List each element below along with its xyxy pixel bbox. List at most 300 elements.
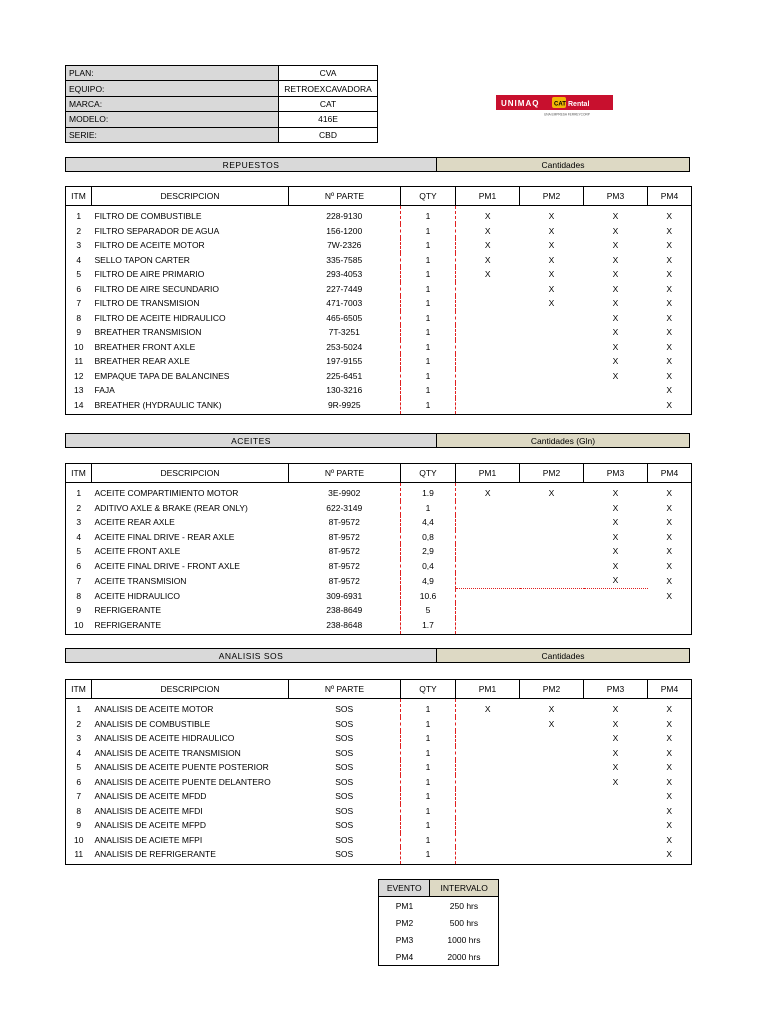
info-label: EQUIPO: bbox=[66, 81, 279, 96]
column-header-parte: Nº PARTE bbox=[289, 187, 401, 206]
event-interval: 1000 hrs bbox=[447, 934, 481, 945]
cell-pm1 bbox=[456, 847, 520, 864]
cell-pm3: X bbox=[612, 560, 619, 571]
cell-pm1 bbox=[456, 354, 520, 369]
cell-pm1: X bbox=[484, 225, 491, 236]
cell-pm2 bbox=[520, 501, 584, 516]
cell-itm: 4 bbox=[76, 747, 82, 758]
cell-itm: 8 bbox=[76, 312, 82, 323]
table-row bbox=[66, 501, 692, 516]
section-qty-title: Cantidades bbox=[436, 157, 690, 172]
event-interval: 500 hrs bbox=[449, 917, 479, 928]
cell-desc: ANALISIS DE ACEITE PUENTE POSTERIOR bbox=[94, 762, 269, 773]
cell-desc: FILTRO DE ACEITE HIDRAULICO bbox=[94, 312, 226, 323]
cell-desc: ACEITE FINAL DRIVE - FRONT AXLE bbox=[94, 560, 240, 571]
cell-pm2 bbox=[520, 325, 584, 340]
column-header-pm1: PM1 bbox=[456, 680, 520, 699]
cell-pm1 bbox=[456, 501, 520, 516]
cell-pm2 bbox=[520, 847, 584, 864]
cell-pm2: X bbox=[548, 269, 555, 280]
cell-pm1 bbox=[456, 340, 520, 355]
cell-desc: FILTRO DE COMBUSTIBLE bbox=[94, 211, 202, 222]
cell-pm4: X bbox=[666, 283, 673, 294]
table-row bbox=[66, 775, 692, 790]
table-row bbox=[66, 731, 692, 746]
cell-itm: 1 bbox=[76, 704, 82, 715]
column-header-itm: ITM bbox=[66, 680, 92, 699]
cell-pm4: X bbox=[666, 356, 673, 367]
cell-pm2: X bbox=[548, 718, 555, 729]
cell-pm3: X bbox=[612, 704, 619, 715]
cell-itm: 13 bbox=[74, 385, 84, 396]
cell-pm2 bbox=[520, 760, 584, 775]
cell-pm2 bbox=[520, 340, 584, 355]
cell-qty: 4,4 bbox=[401, 515, 456, 530]
cell-desc: EMPAQUE TAPA DE BALANCINES bbox=[94, 370, 230, 381]
cell-parte: SOS bbox=[335, 704, 354, 715]
cell-pm3: X bbox=[612, 341, 619, 352]
info-row bbox=[66, 127, 378, 142]
section-header-aceites bbox=[65, 433, 690, 448]
event-interval: 250 hrs bbox=[449, 900, 479, 911]
cell-itm: 4 bbox=[76, 531, 82, 542]
cell-qty: 4,9 bbox=[401, 573, 456, 588]
cell-pm3: X bbox=[612, 531, 619, 542]
cell-pm2 bbox=[520, 746, 584, 761]
cell-pm2 bbox=[520, 515, 584, 530]
cell-parte: 238-8649 bbox=[326, 605, 363, 616]
cell-itm: 5 bbox=[76, 762, 82, 773]
event-name: PM3 bbox=[395, 934, 414, 945]
intervalo-header: INTERVALO bbox=[430, 880, 499, 897]
info-label: MODELO: bbox=[66, 112, 279, 127]
cell-pm3: X bbox=[612, 718, 619, 729]
table-row bbox=[66, 267, 692, 282]
cell-itm: 10 bbox=[74, 341, 84, 352]
column-header-parte: Nº PARTE bbox=[289, 464, 401, 483]
section-title: REPUESTOS bbox=[65, 157, 436, 172]
cell-pm4: X bbox=[666, 399, 673, 410]
cell-desc: REFRIGERANTE bbox=[94, 605, 162, 616]
cell-qty: 1 bbox=[401, 354, 456, 369]
table-row bbox=[66, 833, 692, 848]
cell-parte: 8T-9572 bbox=[328, 546, 360, 557]
cell-pm2 bbox=[520, 804, 584, 819]
table-row bbox=[66, 746, 692, 761]
cell-pm3: X bbox=[612, 546, 619, 557]
cell-desc: BREATHER TRANSMISION bbox=[94, 327, 202, 338]
cell-pm1 bbox=[456, 588, 520, 603]
cell-pm4: X bbox=[666, 762, 673, 773]
event-name: PM1 bbox=[395, 900, 414, 911]
cell-desc: SELLO TAPON CARTER bbox=[94, 254, 190, 265]
table-row bbox=[66, 588, 692, 603]
table-row bbox=[66, 717, 692, 732]
cell-pm1 bbox=[456, 559, 520, 574]
cell-pm2 bbox=[520, 588, 584, 603]
cell-pm4: X bbox=[666, 240, 673, 251]
cell-pm3 bbox=[584, 818, 648, 833]
cell-parte: SOS bbox=[335, 834, 354, 845]
cell-itm: 2 bbox=[76, 718, 82, 729]
cell-parte: 228-9130 bbox=[326, 211, 363, 222]
cell-pm4: X bbox=[666, 225, 673, 236]
cell-desc: BREATHER (HYDRAULIC TANK) bbox=[94, 399, 222, 410]
cell-qty: 5 bbox=[401, 603, 456, 618]
cell-pm2 bbox=[520, 369, 584, 384]
cell-parte: 622-3149 bbox=[326, 502, 363, 513]
info-value: RETROEXCAVADORA bbox=[279, 81, 378, 96]
event-row bbox=[379, 897, 499, 915]
table-row bbox=[66, 296, 692, 311]
table-row bbox=[66, 573, 692, 588]
cell-itm: 14 bbox=[74, 399, 84, 410]
table-row bbox=[66, 559, 692, 574]
cell-pm3 bbox=[584, 588, 648, 603]
column-header-pm2: PM2 bbox=[520, 187, 584, 206]
column-header-pm1: PM1 bbox=[456, 187, 520, 206]
cell-pm4: X bbox=[666, 269, 673, 280]
cell-itm: 3 bbox=[76, 517, 82, 528]
cell-parte: 197-9155 bbox=[326, 356, 363, 367]
cell-itm: 4 bbox=[76, 254, 82, 265]
cell-pm1 bbox=[456, 731, 520, 746]
cell-pm1 bbox=[456, 325, 520, 340]
cell-pm1 bbox=[456, 311, 520, 326]
cell-desc: ACEITE HIDRAULICO bbox=[94, 590, 180, 601]
cell-qty: 1 bbox=[401, 296, 456, 311]
cell-desc: FILTRO DE TRANSMISION bbox=[94, 298, 200, 309]
cell-pm1 bbox=[456, 717, 520, 732]
cell-desc: ANALISIS DE ACEITE MFDD bbox=[94, 791, 207, 802]
cell-pm3 bbox=[584, 383, 648, 398]
table-row bbox=[66, 818, 692, 833]
cell-desc: FILTRO SEPARADOR DE AGUA bbox=[94, 225, 220, 236]
cell-pm4 bbox=[648, 618, 692, 635]
cell-pm3: X bbox=[612, 312, 619, 323]
cell-pm2: X bbox=[548, 704, 555, 715]
cell-pm3 bbox=[584, 398, 648, 415]
cell-qty: 1.9 bbox=[401, 483, 456, 501]
cell-pm4: X bbox=[666, 546, 673, 557]
equipment-info-table bbox=[65, 65, 378, 143]
cell-pm4: X bbox=[666, 849, 673, 860]
cell-qty: 1 bbox=[401, 267, 456, 282]
cell-pm4: X bbox=[666, 718, 673, 729]
info-value: 416E bbox=[279, 112, 378, 127]
column-header-pm3: PM3 bbox=[584, 187, 648, 206]
column-header-parte: Nº PARTE bbox=[289, 680, 401, 699]
cell-pm1 bbox=[456, 530, 520, 545]
cell-pm3 bbox=[584, 847, 648, 864]
cell-desc: ANALISIS DE REFRIGERANTE bbox=[94, 849, 216, 860]
cell-itm: 12 bbox=[74, 370, 84, 381]
cell-desc: ANALISIS DE COMBUSTIBLE bbox=[94, 718, 211, 729]
section-title: ANALISIS SOS bbox=[65, 648, 436, 663]
cell-itm: 7 bbox=[76, 791, 82, 802]
cell-pm1: X bbox=[484, 488, 491, 499]
cell-itm: 10 bbox=[74, 834, 84, 845]
cell-itm: 9 bbox=[76, 327, 82, 338]
cell-pm1 bbox=[456, 544, 520, 559]
table-row bbox=[66, 282, 692, 297]
column-header-pm4: PM4 bbox=[648, 464, 692, 483]
cell-pm2: X bbox=[548, 298, 555, 309]
cell-pm1 bbox=[456, 383, 520, 398]
cell-pm4: X bbox=[666, 590, 673, 601]
cell-pm4: X bbox=[666, 820, 673, 831]
cell-itm: 11 bbox=[74, 849, 84, 860]
cell-qty: 10.6 bbox=[401, 588, 456, 603]
cell-pm3 bbox=[584, 789, 648, 804]
cell-pm4: X bbox=[666, 805, 673, 816]
cell-pm3: X bbox=[612, 240, 619, 251]
cell-qty: 1.7 bbox=[401, 618, 456, 635]
cell-itm: 6 bbox=[76, 283, 82, 294]
cell-pm2 bbox=[520, 559, 584, 574]
cell-qty: 1 bbox=[401, 731, 456, 746]
cell-pm2: X bbox=[548, 488, 555, 499]
parts-table bbox=[65, 679, 692, 865]
cell-pm2 bbox=[520, 618, 584, 635]
cell-pm1 bbox=[456, 603, 520, 618]
cell-pm4: X bbox=[666, 298, 673, 309]
cell-pm1 bbox=[456, 789, 520, 804]
cell-pm3: X bbox=[612, 211, 619, 222]
table-row bbox=[66, 369, 692, 384]
cell-parte: 335-7585 bbox=[326, 254, 363, 265]
cell-itm: 2 bbox=[76, 225, 82, 236]
cell-itm: 2 bbox=[76, 502, 82, 513]
cell-pm1 bbox=[456, 804, 520, 819]
cell-itm: 9 bbox=[76, 605, 82, 616]
cell-qty: 1 bbox=[401, 699, 456, 717]
cell-qty: 1 bbox=[401, 775, 456, 790]
cell-pm3: X bbox=[612, 762, 619, 773]
cell-qty: 1 bbox=[401, 325, 456, 340]
cell-pm3 bbox=[584, 833, 648, 848]
cell-pm3: X bbox=[612, 269, 619, 280]
cell-pm2 bbox=[520, 603, 584, 618]
logo-badge-text: CAT bbox=[554, 101, 566, 108]
cell-pm4: X bbox=[666, 211, 673, 222]
section-header-repuestos bbox=[65, 157, 690, 172]
cell-qty: 1 bbox=[401, 253, 456, 268]
cell-parte: 3E-9902 bbox=[328, 488, 361, 499]
cell-pm1 bbox=[456, 369, 520, 384]
cell-parte: SOS bbox=[335, 718, 354, 729]
cell-parte: 8T-9572 bbox=[328, 531, 360, 542]
table-row bbox=[66, 760, 692, 775]
cell-parte: 8T-9572 bbox=[328, 517, 360, 528]
cell-pm4: X bbox=[666, 733, 673, 744]
cell-pm1: X bbox=[484, 704, 491, 715]
cell-qty: 0,4 bbox=[401, 559, 456, 574]
table-row bbox=[66, 238, 692, 253]
cell-pm1 bbox=[456, 760, 520, 775]
cell-pm3: X bbox=[612, 517, 619, 528]
cell-pm2: X bbox=[548, 211, 555, 222]
cell-parte: 156-1200 bbox=[326, 225, 363, 236]
column-header-qty: QTY bbox=[401, 187, 456, 206]
table-row bbox=[66, 340, 692, 355]
cell-qty: 1 bbox=[401, 746, 456, 761]
info-value: CAT bbox=[279, 96, 378, 111]
logo-brand: UNIMAQ bbox=[501, 99, 540, 108]
cell-qty: 2,9 bbox=[401, 544, 456, 559]
column-header-qty: QTY bbox=[401, 464, 456, 483]
section-qty-title: Cantidades bbox=[436, 648, 690, 663]
cell-pm1 bbox=[456, 296, 520, 311]
cell-parte: 7T-3251 bbox=[328, 327, 360, 338]
cell-pm2 bbox=[520, 354, 584, 369]
cell-pm4 bbox=[648, 603, 692, 618]
event-interval: 2000 hrs bbox=[447, 951, 481, 962]
cell-pm4: X bbox=[666, 560, 673, 571]
event-row bbox=[379, 948, 499, 966]
cell-itm: 1 bbox=[76, 488, 82, 499]
cell-itm: 8 bbox=[76, 590, 82, 601]
column-header-pm2: PM2 bbox=[520, 464, 584, 483]
cell-qty: 1 bbox=[401, 282, 456, 297]
event-name: PM4 bbox=[395, 951, 414, 962]
cell-parte: SOS bbox=[335, 791, 354, 802]
info-row bbox=[66, 66, 378, 81]
cell-parte: 225-6451 bbox=[326, 370, 363, 381]
column-header-pm4: PM4 bbox=[648, 187, 692, 206]
cell-qty: 1 bbox=[401, 847, 456, 864]
column-header-desc: DESCRIPCION bbox=[92, 464, 289, 483]
info-row bbox=[66, 112, 378, 127]
table-row bbox=[66, 847, 692, 864]
cell-itm: 10 bbox=[74, 619, 84, 630]
cell-pm2: X bbox=[548, 283, 555, 294]
cell-qty: 1 bbox=[401, 789, 456, 804]
column-header-pm1: PM1 bbox=[456, 464, 520, 483]
cell-itm: 3 bbox=[76, 733, 82, 744]
cell-qty: 1 bbox=[401, 238, 456, 253]
cell-pm4: X bbox=[666, 488, 673, 499]
cell-parte: 7W-2326 bbox=[327, 240, 362, 251]
column-header-itm: ITM bbox=[66, 187, 92, 206]
cell-itm: 7 bbox=[76, 298, 82, 309]
cell-itm: 6 bbox=[76, 560, 82, 571]
cell-qty: 1 bbox=[401, 369, 456, 384]
cell-pm3: X bbox=[612, 356, 619, 367]
table-row bbox=[66, 398, 692, 415]
cell-pm1: X bbox=[484, 240, 491, 251]
cell-itm: 1 bbox=[76, 211, 82, 222]
cell-pm3: X bbox=[612, 370, 619, 381]
cell-pm1 bbox=[456, 515, 520, 530]
info-label: MARCA: bbox=[66, 96, 279, 111]
cell-pm4: X bbox=[666, 791, 673, 802]
column-header-pm3: PM3 bbox=[584, 680, 648, 699]
cell-pm2 bbox=[520, 573, 584, 588]
table-row bbox=[66, 789, 692, 804]
cell-parte: SOS bbox=[335, 849, 354, 860]
table-row bbox=[66, 325, 692, 340]
cell-pm4: X bbox=[666, 575, 673, 586]
cell-pm3: X bbox=[612, 283, 619, 294]
cell-pm3: X bbox=[612, 298, 619, 309]
cell-pm1 bbox=[456, 398, 520, 415]
evento-header: EVENTO bbox=[379, 880, 430, 897]
table-row bbox=[66, 603, 692, 618]
cell-pm4: X bbox=[666, 312, 673, 323]
cell-pm2: X bbox=[548, 240, 555, 251]
cell-pm4: X bbox=[666, 341, 673, 352]
column-header-pm2: PM2 bbox=[520, 680, 584, 699]
cell-pm2 bbox=[520, 311, 584, 326]
cell-desc: FILTRO DE AIRE SECUNDARIO bbox=[94, 283, 220, 294]
cell-itm: 5 bbox=[76, 546, 82, 557]
cell-pm2 bbox=[520, 731, 584, 746]
cell-qty: 1 bbox=[401, 206, 456, 224]
cell-pm2 bbox=[520, 818, 584, 833]
cell-pm1 bbox=[456, 618, 520, 635]
column-header-pm4: PM4 bbox=[648, 680, 692, 699]
cell-qty: 1 bbox=[401, 833, 456, 848]
table-row bbox=[66, 206, 692, 224]
cell-desc: ACEITE COMPARTIMIENTO MOTOR bbox=[94, 488, 239, 499]
cell-desc: ANALISIS DE ACIETE MFPI bbox=[94, 834, 203, 845]
cell-desc: REFRIGERANTE bbox=[94, 619, 162, 630]
cell-pm2 bbox=[520, 833, 584, 848]
info-row bbox=[66, 96, 378, 111]
table-row bbox=[66, 544, 692, 559]
events-interval-table bbox=[378, 879, 499, 966]
cell-itm: 8 bbox=[76, 805, 82, 816]
column-header-desc: DESCRIPCION bbox=[92, 187, 289, 206]
cell-parte: SOS bbox=[335, 805, 354, 816]
cell-desc: FILTRO DE AIRE PRIMARIO bbox=[94, 269, 205, 280]
cell-pm2: X bbox=[548, 254, 555, 265]
table-row bbox=[66, 311, 692, 326]
cell-parte: 9R-9925 bbox=[327, 399, 361, 410]
cell-pm1 bbox=[456, 746, 520, 761]
logo-rental: Rental bbox=[568, 101, 590, 108]
cell-qty: 1 bbox=[401, 760, 456, 775]
cell-pm3: X bbox=[612, 254, 619, 265]
cell-desc: ANALISIS DE ACEITE TRANSMISION bbox=[94, 747, 241, 758]
cell-parte: 238-8648 bbox=[326, 619, 363, 630]
cell-parte: 465-6505 bbox=[326, 312, 363, 323]
cell-desc: BREATHER REAR AXLE bbox=[94, 356, 190, 367]
column-header-qty: QTY bbox=[401, 680, 456, 699]
table-row bbox=[66, 224, 692, 239]
info-value: CBD bbox=[279, 127, 378, 142]
cell-parte: SOS bbox=[335, 776, 354, 787]
cell-desc: ANALISIS DE ACEITE MOTOR bbox=[94, 704, 214, 715]
cell-desc: FILTRO DE ACEITE MOTOR bbox=[94, 240, 205, 251]
cell-desc: ACEITE FINAL DRIVE - REAR AXLE bbox=[94, 531, 235, 542]
cell-pm2 bbox=[520, 775, 584, 790]
cell-pm4: X bbox=[666, 254, 673, 265]
cell-desc: ANALISIS DE ACEITE MFPD bbox=[94, 820, 206, 831]
cell-pm1: X bbox=[484, 211, 491, 222]
info-label: SERIE: bbox=[66, 127, 279, 142]
table-row bbox=[66, 618, 692, 635]
table-row bbox=[66, 804, 692, 819]
cell-parte: SOS bbox=[335, 733, 354, 744]
cell-pm1 bbox=[456, 833, 520, 848]
event-name: PM2 bbox=[395, 917, 414, 928]
cell-qty: 1 bbox=[401, 501, 456, 516]
table-row bbox=[66, 253, 692, 268]
cell-itm: 7 bbox=[76, 575, 82, 586]
cell-pm4: X bbox=[666, 370, 673, 381]
